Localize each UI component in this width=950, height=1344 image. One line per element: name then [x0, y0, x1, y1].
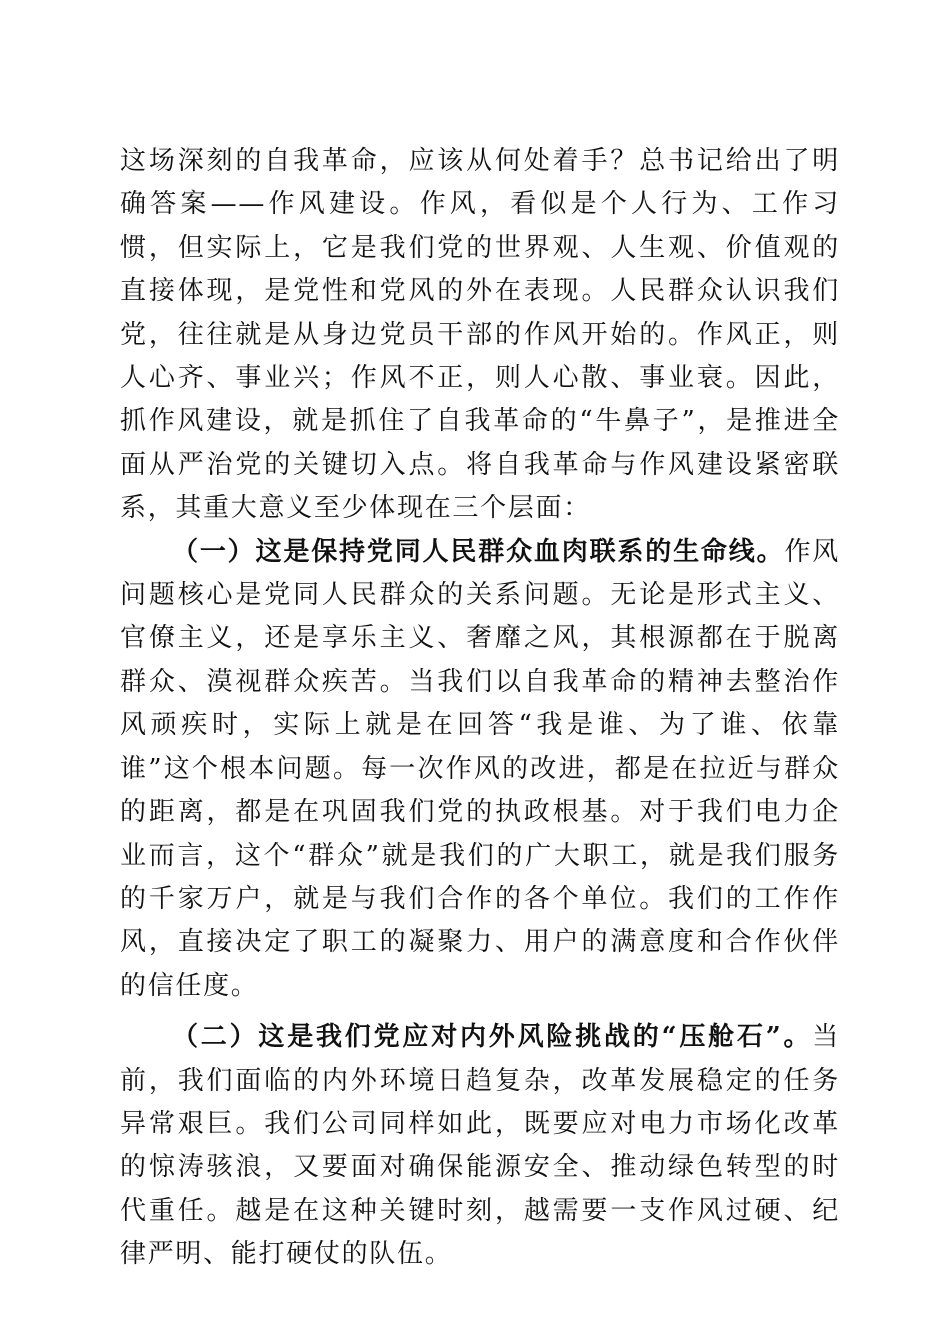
section-heading-one: （一）这是保持党同人民群众血肉联系的生命线。 [172, 536, 785, 567]
paragraph-text: 这场深刻的自我革命，应该从何处着手？总书记给出了明确答案——作风建设。作风，看似是个人行为、工作习惯，但实际上，它是我们党的世界观、人生观、价值观的直接体现，是党性和党风的外在表现。人民群众认识我们党，往往就是从身边党员干部的作风开始的。作风正，则人心齐、事业兴；作风不正，则人心散、事业衰。因此，抓作风建设，就是抓住了自我革命的“牛鼻子”，是推进全面从严治党的关键切入点。将自我革命与作风建设紧密联系，其重大意义至少体现在三个层面： [120, 146, 840, 524]
paragraph-section-one [120, 531, 840, 1008]
paragraph-intro [120, 140, 840, 531]
paragraph-section-two [120, 1016, 840, 1276]
paragraph-text: 当前，我们面临的内外环境日趋复杂，改革发展稳定的任务异常艰巨。我们公司同样如此，既要应对电力市场化改革的惊涛骇浪，又要面对确保能源安全、推动绿色转型的时代重任。越是在这种关键时刻，越需要一支作风过硬、纪律严明、能打硬仗的队伍。 [120, 1022, 840, 1270]
paragraph-text: 作风问题核心是党同人民群众的关系问题。无论是形式主义、官僚主义，还是享乐主义、奢靡之风，其根源都在于脱离群众、漠视群众疾苦。当我们以自我革命的精神去整治作风顽疾时，实际上就是在回答“我是谁、为了谁、依靠谁”这个根本问题。每一次作风的改进，都是在拉近与群众的距离，都是在巩固我们党的执政根基。对于我们电力企业而言，这个“群众”就是我们的广大职工，就是我们服务的千家万户，就是与我们合作的各个单位。我们的工作作风，直接决定了职工的凝聚力、用户的满意度和合作伙伴的信任度。 [120, 536, 840, 1001]
section-heading-two: （二）这是我们党应对内外风险挑战的“压舱石”。 [172, 1022, 813, 1053]
document-body [120, 140, 840, 1277]
